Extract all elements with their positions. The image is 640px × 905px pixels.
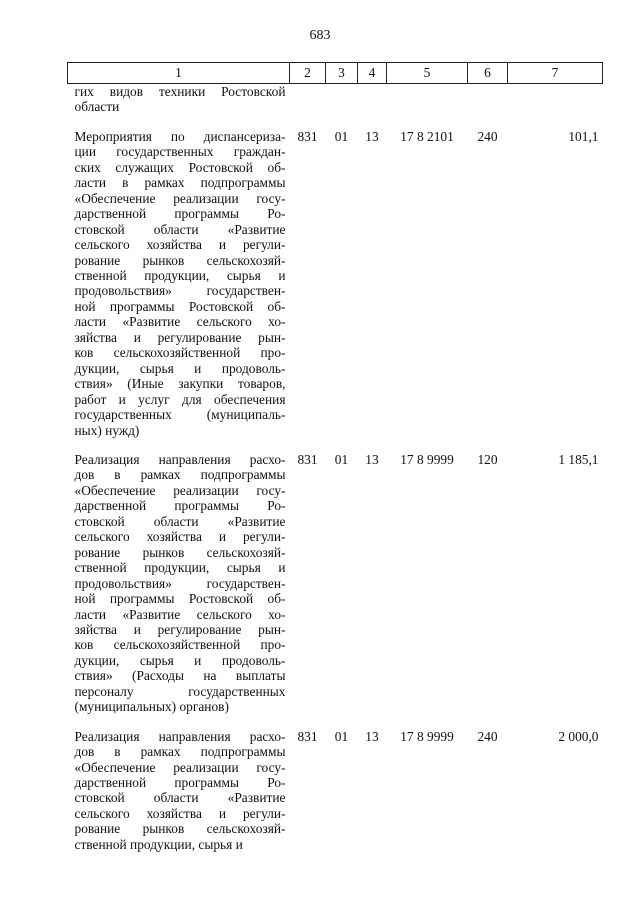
description-line: ственной продукции, сырья и [74, 267, 286, 283]
expense-type-code [468, 84, 508, 115]
subsection-code [358, 84, 387, 115]
page-number: 683 [309, 28, 331, 43]
target-code: 17 8 9999 [400, 451, 454, 467]
amount [508, 84, 603, 115]
amount: 1 185,1 [558, 451, 599, 467]
description-line: ских служащих Ростовской об- [74, 159, 286, 175]
description-line: зяйства и регулирование рын- [74, 621, 286, 637]
amount: 2 000,0 [558, 728, 599, 744]
description-line: работ и услуг для обеспечения [74, 391, 286, 407]
budget-table [67, 62, 603, 852]
table-body [68, 84, 603, 853]
description-line: области [74, 99, 120, 115]
description-line: ствия» (Расходы на выплаты [74, 668, 286, 684]
description-line: рование рынков сельскохозяй- [74, 544, 286, 560]
admin-code: 831 [297, 728, 318, 744]
admin-code: 831 [297, 451, 318, 467]
amount: 101,1 [568, 128, 599, 144]
expense-type-code: 120 [477, 451, 498, 467]
subsection-code: 13 [365, 451, 379, 467]
description-line: сельского хозяйства и регули- [74, 529, 286, 545]
target-code [387, 84, 468, 115]
description-line: государственных (муниципаль- [74, 407, 286, 423]
description-line: Реализация направления расхо- [74, 451, 286, 467]
row-description [68, 438, 290, 715]
description-line: дарственной программы Ро- [74, 498, 286, 514]
description-line: ствия» (Иные закупки товаров, [74, 376, 286, 392]
description-line: ции государственных граждан- [74, 144, 286, 160]
admin-code [290, 84, 326, 115]
description-line: Реализация направления расхо- [74, 728, 286, 744]
row-description [68, 115, 290, 438]
description-line: ной программы Ростовской об- [74, 298, 286, 314]
description-line: дарственной программы Ро- [74, 206, 286, 222]
table-header-row [68, 63, 603, 84]
table-row [68, 438, 603, 715]
row-description [68, 84, 290, 115]
description-line: ственной продукции, сырья и [74, 836, 243, 852]
description-line: сельского хозяйства и регули- [74, 805, 286, 821]
column-header: 7 [508, 63, 603, 84]
description-line: ласти «Развитие сельского хо- [74, 606, 286, 622]
description-line: ласти в рамках подпрограммы [74, 175, 286, 191]
description-line: «Обеспечение реализации госу- [74, 482, 286, 498]
description-line: рование рынков сельскохозяй- [74, 252, 286, 268]
description-line: (муниципальных) органов) [74, 699, 229, 715]
column-header: 2 [290, 63, 326, 84]
description-line: стовской области «Развитие [74, 790, 286, 806]
description-line: дукции, сырья и продоволь- [74, 652, 286, 668]
section-code: 01 [334, 728, 349, 744]
subsection-code: 13 [365, 728, 379, 744]
column-header: 5 [387, 63, 468, 84]
description-line: дов в рамках подпрограммы [74, 744, 286, 760]
description-line: ственной продукции, сырья и [74, 560, 286, 576]
section-code [326, 84, 358, 115]
table-row [68, 115, 603, 438]
column-header: 4 [358, 63, 387, 84]
description-line: ласти «Развитие сельского хо- [74, 314, 286, 330]
target-code: 17 8 9999 [400, 728, 454, 744]
description-line: рование рынков сельскохозяй- [74, 821, 286, 837]
subsection-code: 13 [365, 128, 379, 144]
expense-type-code: 240 [477, 128, 498, 144]
description-line: ных) нужд) [74, 422, 140, 438]
admin-code: 831 [297, 128, 318, 144]
row-description [68, 715, 290, 853]
column-header: 3 [326, 63, 358, 84]
description-line: дов в рамках подпрограммы [74, 467, 286, 483]
expense-type-code: 240 [477, 728, 498, 744]
description-line: «Обеспечение реализации госу- [74, 759, 286, 775]
column-header: 1 [68, 63, 290, 84]
description-line: ков сельскохозяйственной про- [74, 637, 286, 653]
table-row [68, 84, 603, 115]
section-code: 01 [334, 128, 349, 144]
section-code: 01 [334, 451, 349, 467]
description-line: персоналу государственных [74, 683, 286, 699]
description-line: стовской области «Развитие [74, 221, 286, 237]
table-row [68, 715, 603, 853]
description-line: ков сельскохозяйственной про- [74, 345, 286, 361]
description-line: продовольствия» государствен- [74, 283, 286, 299]
description-line: зяйства и регулирование рын- [74, 329, 286, 345]
description-line: «Обеспечение реализации госу- [74, 190, 286, 206]
description-line: Мероприятия по диспансериза- [74, 128, 286, 144]
description-line: дарственной программы Ро- [74, 775, 286, 791]
description-line: продовольствия» государствен- [74, 575, 286, 591]
description-line: стовской области «Развитие [74, 513, 286, 529]
description-line: ной программы Ростовской об- [74, 591, 286, 607]
description-line: дукции, сырья и продоволь- [74, 360, 286, 376]
target-code: 17 8 2101 [400, 128, 454, 144]
description-line: сельского хозяйства и регули- [74, 237, 286, 253]
description-line: гих видов техники Ростовской [74, 84, 286, 99]
column-header: 6 [468, 63, 508, 84]
